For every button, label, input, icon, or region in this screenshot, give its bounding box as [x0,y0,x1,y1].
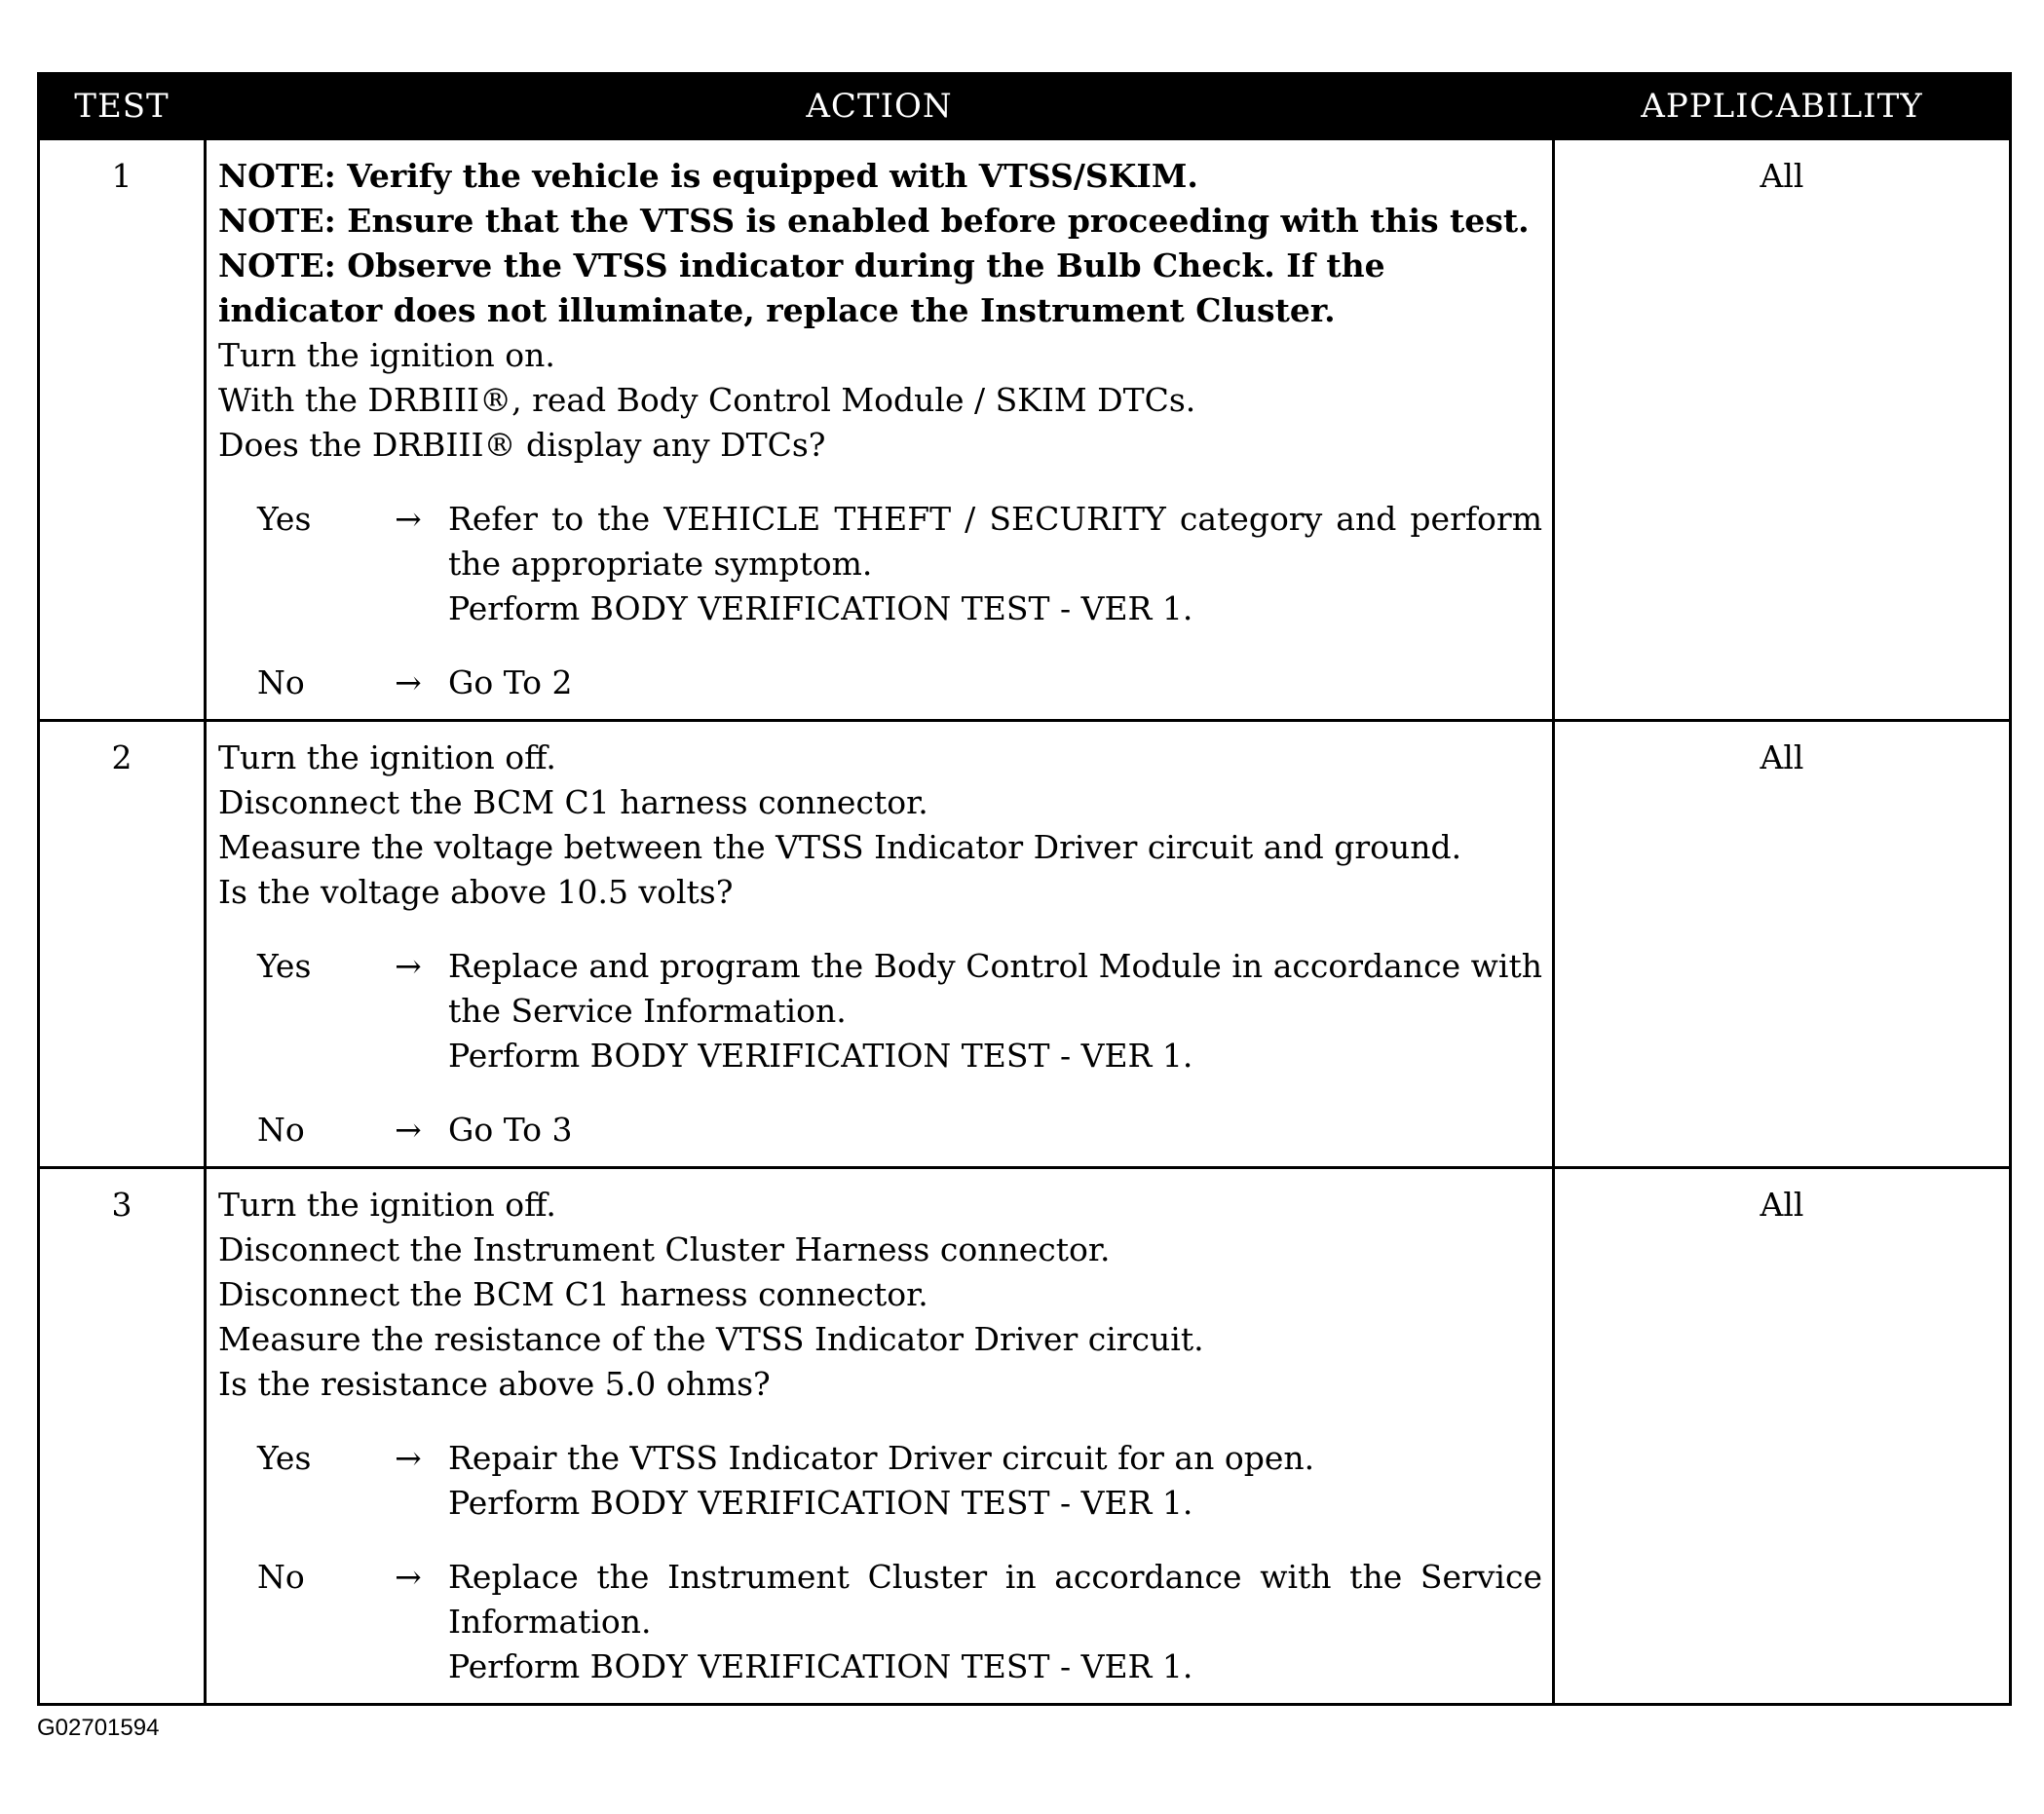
diagnostic-table [37,72,2012,1706]
branch-yes [218,1436,1542,1526]
applicability-cell: All [1554,721,2011,1168]
result-line: Perform BODY VERIFICATION TEST - VER 1. [448,1484,1193,1522]
step-text: Disconnect the Instrument Cluster Harness connector. [218,1230,1111,1268]
branch-result [442,944,1542,1078]
step-text: Turn the ignition off. [218,738,556,776]
result-line: Perform BODY VERIFICATION TEST - VER 1. [448,1647,1193,1685]
table-body [39,139,2011,1705]
step-text: Does the DRBIII® display any DTCs? [218,426,826,464]
table-row [39,721,2011,1168]
branch-no [218,661,1542,705]
branch-no [218,1555,1542,1689]
result-line: Perform BODY VERIFICATION TEST - VER 1. [448,589,1193,627]
note-text: NOTE: Verify the vehicle is equipped with VTSS/SKIM. [218,157,1198,195]
result-line: Go To 3 [448,1111,573,1149]
branch-answer-label: Yes [257,947,312,985]
step-text: Disconnect the BCM C1 harness connector. [218,1275,928,1313]
right-arrow-icon: → [395,947,422,985]
step-text: With the DRBIII®, read Body Control Module / SKIM DTCs. [218,381,1196,419]
branch-answer-label: Yes [257,1439,312,1477]
branch-result [442,1108,1542,1153]
branch-answer-label: No [257,663,305,701]
branch-answer [218,661,374,705]
branch-answer-label: Yes [257,500,312,538]
action-cell [206,139,1554,721]
result-line: Repair the VTSS Indicator Driver circuit for an open. [448,1439,1315,1477]
table-header-row [39,74,2011,139]
step-text: Turn the ignition off. [218,1186,556,1224]
result-line: Refer to the VEHICLE THEFT / SECURITY category and perform the appropriate symptom. [448,500,1542,583]
result-line: Replace and program the Body Control Module in accordance with the Service Information. [448,947,1542,1030]
branch-result [442,1436,1542,1526]
test-number: 1 [39,139,206,721]
figure-id: G02701594 [37,1715,160,1741]
action-cell [206,1168,1554,1705]
branch-answer [218,1436,374,1526]
result-line: Go To 2 [448,663,573,701]
branch-result [442,1555,1542,1689]
branch-result [442,661,1542,705]
right-arrow-icon: → [395,500,422,538]
note-text: NOTE: Observe the VTSS indicator during the Bulb Check. If the indicator does not illuminate, replace the Instrument Cluster. [218,246,1385,329]
header-action: ACTION [206,74,1554,139]
table-row [39,139,2011,721]
result-line: Replace the Instrument Cluster in accordance with the Service Information. [448,1558,1542,1641]
branch-answer [218,497,374,631]
branch-answer-label: No [257,1558,305,1596]
applicability-cell: All [1554,1168,2011,1705]
right-arrow-icon: → [395,1558,422,1596]
test-number: 2 [39,721,206,1168]
applicability-cell: All [1554,139,2011,721]
step-text: Disconnect the BCM C1 harness connector. [218,783,928,821]
action-cell [206,721,1554,1168]
note-text: NOTE: Ensure that the VTSS is enabled before proceeding with this test. [218,202,1530,240]
branch-no [218,1108,1542,1153]
right-arrow-icon: → [395,1111,422,1149]
test-number: 3 [39,1168,206,1705]
step-text: Measure the resistance of the VTSS Indicator Driver circuit. [218,1320,1204,1358]
header-applicability: APPLICABILITY [1554,74,2011,139]
branch-yes [218,497,1542,631]
branch-yes [218,944,1542,1078]
branch-answer [218,1108,374,1153]
step-text: Turn the ignition on. [218,336,555,374]
step-text: Is the resistance above 5.0 ohms? [218,1365,771,1403]
branch-result [442,497,1542,631]
branch-answer-label: No [257,1111,305,1149]
branch-answer [218,1555,374,1689]
step-text: Measure the voltage between the VTSS Indicator Driver circuit and ground. [218,828,1462,866]
right-arrow-icon: → [395,663,422,701]
right-arrow-icon: → [395,1439,422,1477]
table-row [39,1168,2011,1705]
header-test: TEST [39,74,206,139]
branch-answer [218,944,374,1078]
result-line: Perform BODY VERIFICATION TEST - VER 1. [448,1037,1193,1075]
step-text: Is the voltage above 10.5 volts? [218,873,734,911]
diagnostic-procedure [37,72,2009,1706]
